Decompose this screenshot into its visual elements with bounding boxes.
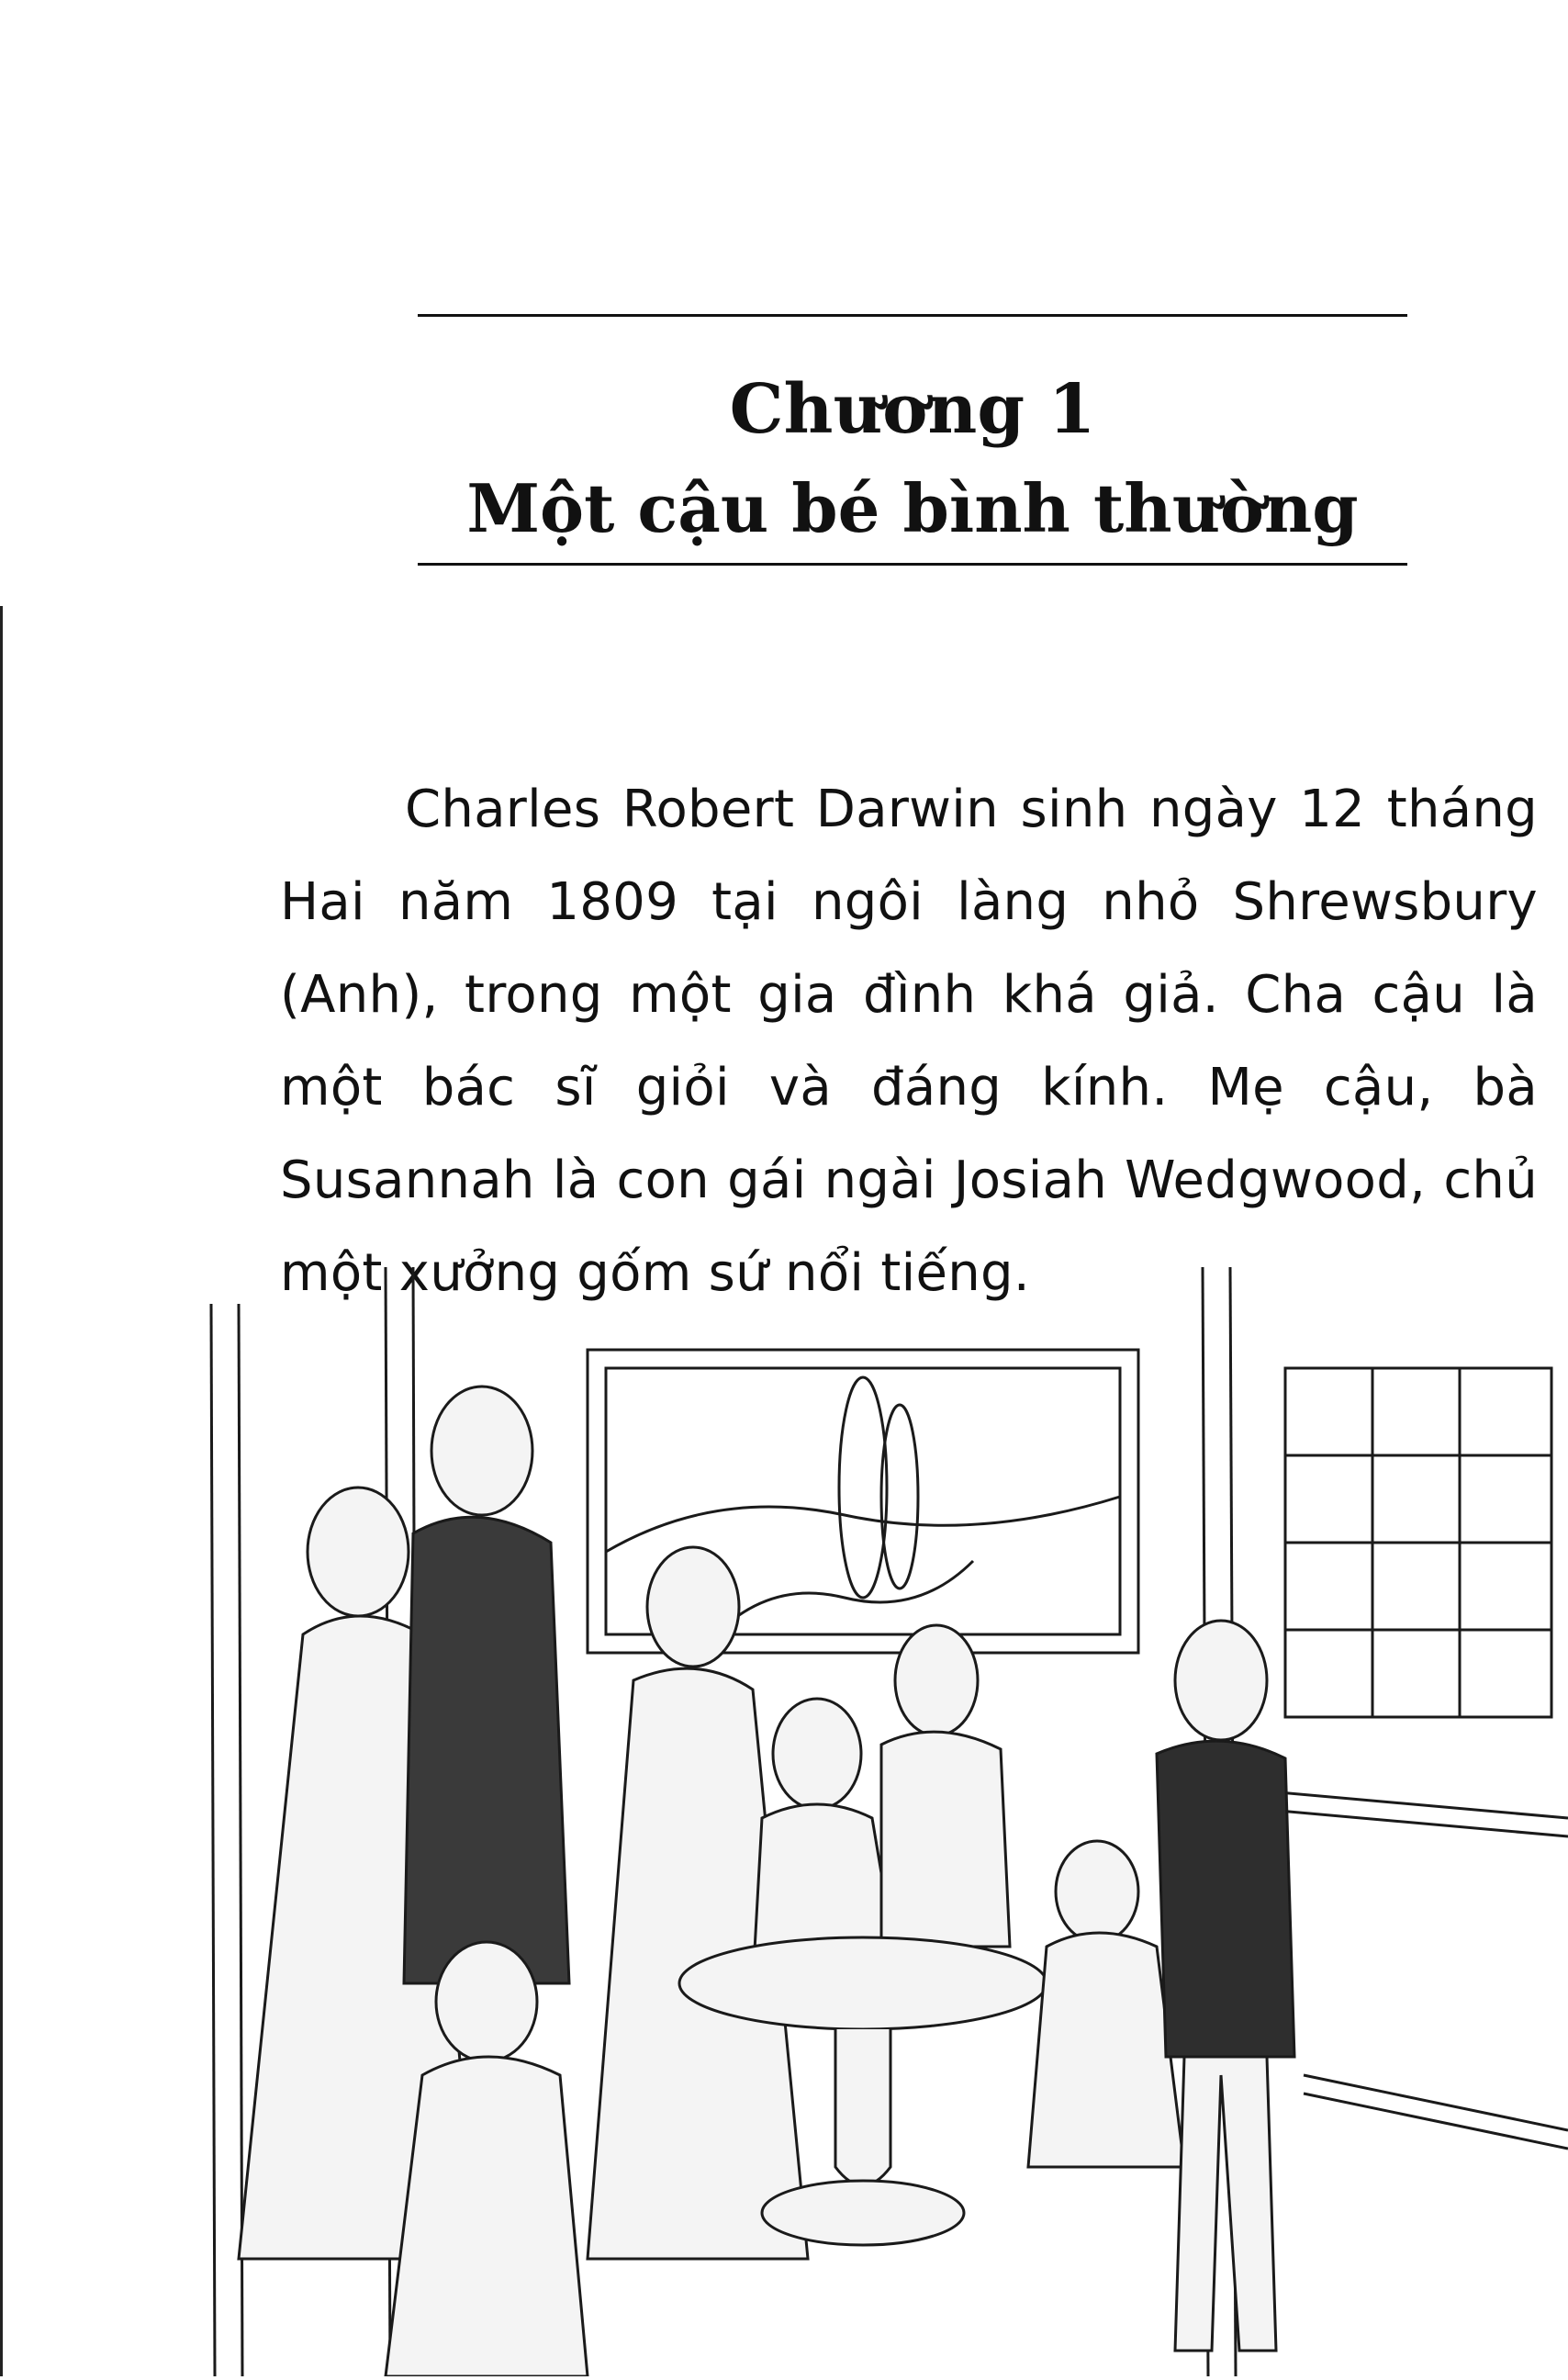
body-paragraph: Charles Robert Darwin sinh ngày 12 tháng Hai năm 1809 tại ngôi làng nhỏ Shrewsbury (Anh), trong một gia đình khá giả. Cha cậu là một bác sĩ giỏi và đáng kính. Mẹ cậu, bà Susannah là con gái ngài Josiah Wedgwood, chủ một xưởng gốm sứ nổi tiếng. — [280, 780, 1538, 1303]
heading-rule-top — [418, 314, 1407, 317]
illustration-family-scene — [202, 1249, 1568, 2376]
heading-rule-bottom — [418, 563, 1407, 566]
chapter-title: Một cậu bé bình thường — [466, 469, 1359, 547]
chapter-heading — [418, 360, 1407, 558]
illustration-drawing — [202, 1249, 1568, 2376]
page-edge — [0, 606, 3, 2376]
chapter-number: Chương 1 — [729, 370, 1096, 449]
